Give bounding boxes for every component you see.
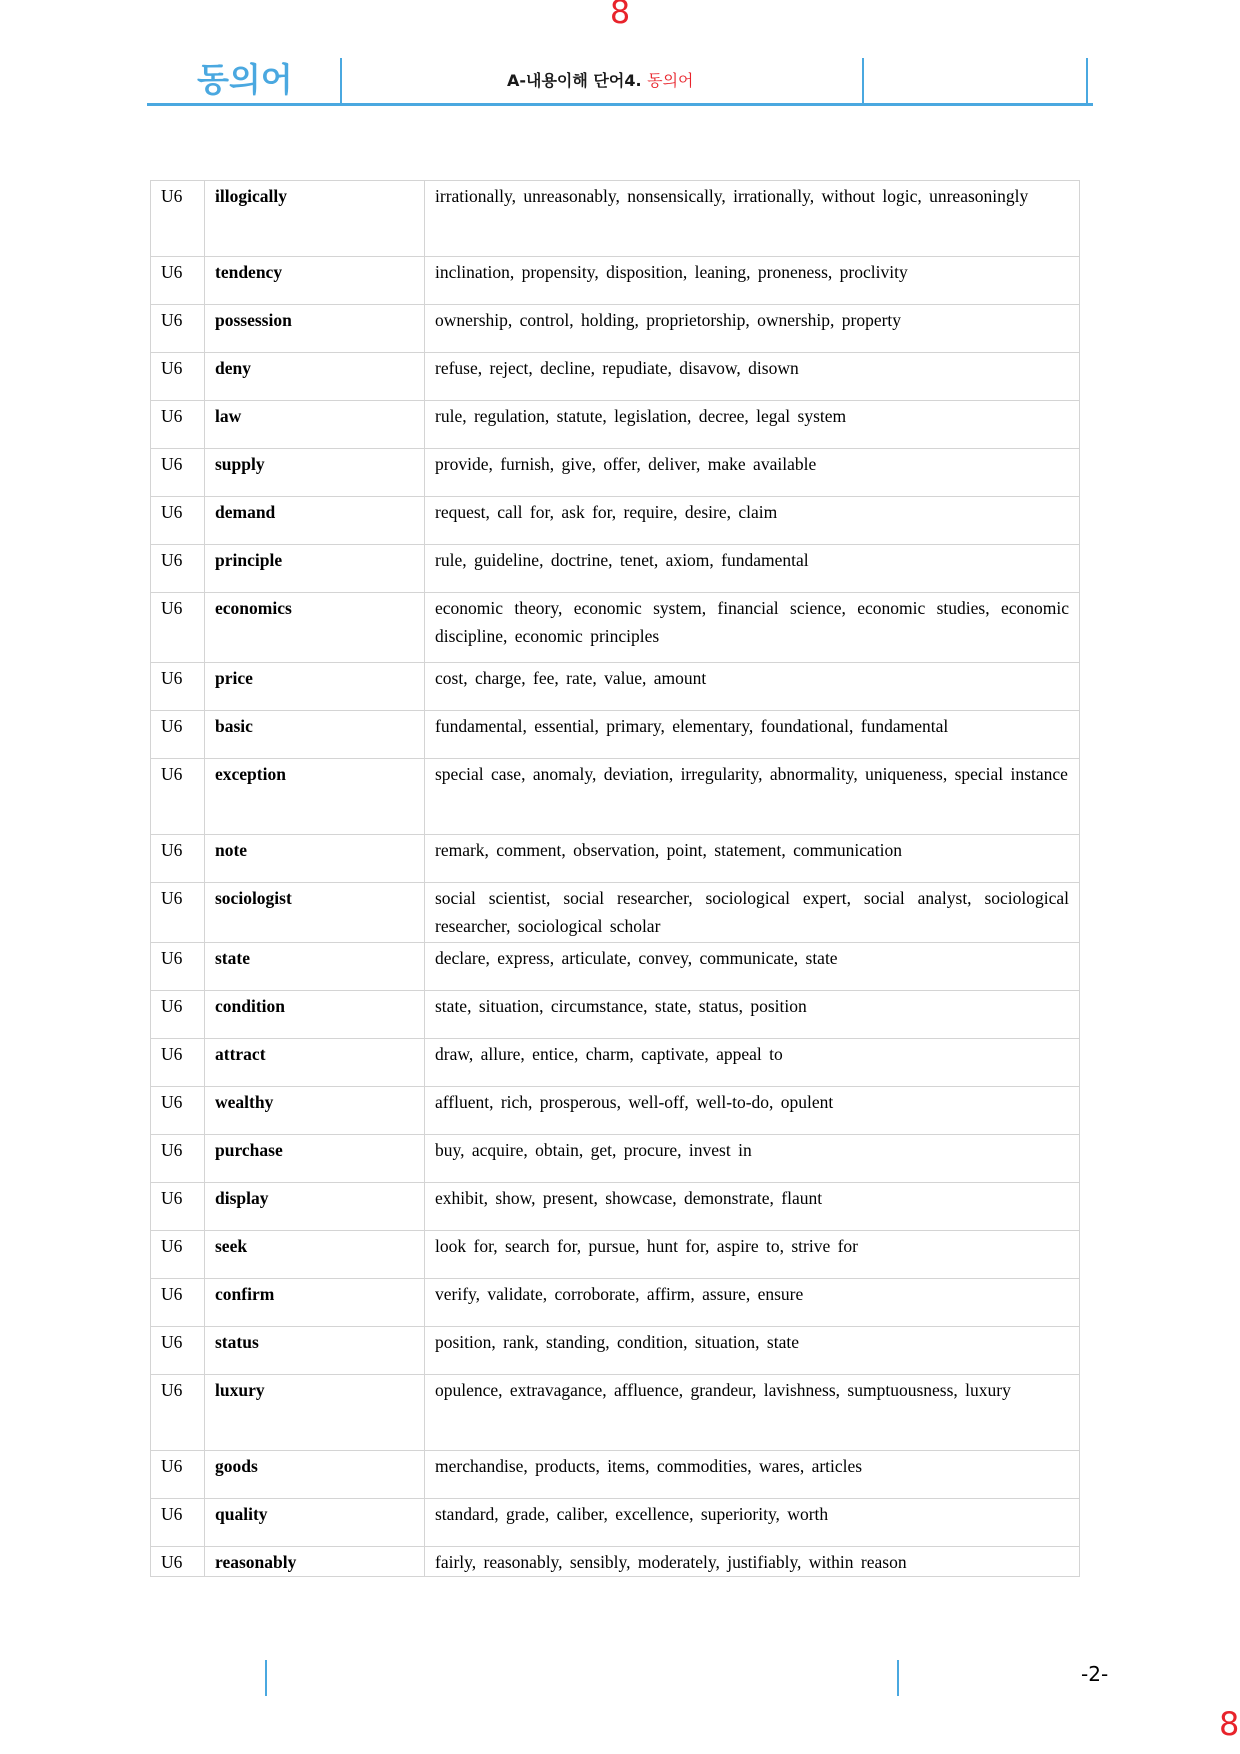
unit-cell: U6 bbox=[151, 711, 205, 759]
header-divider bbox=[862, 58, 864, 103]
synonyms-cell: declare, express, articulate, convey, communicate, state bbox=[425, 943, 1080, 991]
word-cell: reasonably bbox=[205, 1547, 425, 1577]
synonyms-cell: rule, regulation, statute, legislation, decree, legal system bbox=[425, 401, 1080, 449]
header-subtitle-highlight: 동의어 bbox=[647, 71, 694, 90]
synonyms-cell: refuse, reject, decline, repudiate, disavow, disown bbox=[425, 353, 1080, 401]
vocabulary-table bbox=[150, 180, 1080, 1577]
table-row bbox=[151, 1231, 1080, 1279]
unit-cell: U6 bbox=[151, 663, 205, 711]
synonyms-cell: rule, guideline, doctrine, tenet, axiom, fundamental bbox=[425, 545, 1080, 593]
synonyms-cell: state, situation, circumstance, state, status, position bbox=[425, 991, 1080, 1039]
unit-cell: U6 bbox=[151, 1135, 205, 1183]
unit-cell: U6 bbox=[151, 305, 205, 353]
table-row bbox=[151, 1087, 1080, 1135]
unit-cell: U6 bbox=[151, 835, 205, 883]
unit-cell: U6 bbox=[151, 883, 205, 943]
word-cell: status bbox=[205, 1327, 425, 1375]
synonyms-cell: special case, anomaly, deviation, irregularity, abnormality, uniqueness, special instance bbox=[425, 759, 1080, 835]
synonyms-cell: remark, comment, observation, point, statement, communication bbox=[425, 835, 1080, 883]
unit-cell: U6 bbox=[151, 1499, 205, 1547]
word-cell: purchase bbox=[205, 1135, 425, 1183]
synonyms-cell: affluent, rich, prosperous, well-off, well-to-do, opulent bbox=[425, 1087, 1080, 1135]
table-row bbox=[151, 1039, 1080, 1087]
word-cell: state bbox=[205, 943, 425, 991]
unit-cell: U6 bbox=[151, 1375, 205, 1451]
table-row bbox=[151, 593, 1080, 663]
unit-cell: U6 bbox=[151, 1231, 205, 1279]
header-subtitle-prefix: A-내용이해 단어4. bbox=[507, 71, 642, 90]
table-row bbox=[151, 1451, 1080, 1499]
table-row bbox=[151, 1499, 1080, 1547]
page-footer bbox=[0, 1660, 1240, 1700]
table-row bbox=[151, 1279, 1080, 1327]
word-cell: condition bbox=[205, 991, 425, 1039]
table-row bbox=[151, 1135, 1080, 1183]
word-cell: goods bbox=[205, 1451, 425, 1499]
word-cell: demand bbox=[205, 497, 425, 545]
word-cell: note bbox=[205, 835, 425, 883]
table-row bbox=[151, 497, 1080, 545]
table-row bbox=[151, 1375, 1080, 1451]
page-mark-corner: 8 bbox=[1219, 1705, 1240, 1743]
table-row bbox=[151, 943, 1080, 991]
footer-divider bbox=[265, 1660, 267, 1696]
header-divider bbox=[340, 58, 342, 103]
synonyms-cell: verify, validate, corroborate, affirm, assure, ensure bbox=[425, 1279, 1080, 1327]
synonyms-cell: provide, furnish, give, offer, deliver, make available bbox=[425, 449, 1080, 497]
synonyms-cell: draw, allure, entice, charm, captivate, appeal to bbox=[425, 1039, 1080, 1087]
unit-cell: U6 bbox=[151, 1547, 205, 1577]
word-cell: illogically bbox=[205, 181, 425, 257]
table-row bbox=[151, 991, 1080, 1039]
word-cell: sociologist bbox=[205, 883, 425, 943]
table-row bbox=[151, 711, 1080, 759]
word-cell: confirm bbox=[205, 1279, 425, 1327]
unit-cell: U6 bbox=[151, 593, 205, 663]
synonyms-cell: standard, grade, caliber, excellence, superiority, worth bbox=[425, 1499, 1080, 1547]
synonyms-cell: merchandise, products, items, commodities, wares, articles bbox=[425, 1451, 1080, 1499]
table-row bbox=[151, 353, 1080, 401]
word-cell: economics bbox=[205, 593, 425, 663]
word-cell: law bbox=[205, 401, 425, 449]
page-mark-top: 8 bbox=[609, 0, 631, 31]
unit-cell: U6 bbox=[151, 497, 205, 545]
unit-cell: U6 bbox=[151, 1039, 205, 1087]
header-divider bbox=[1086, 58, 1088, 103]
table-row bbox=[151, 305, 1080, 353]
word-cell: principle bbox=[205, 545, 425, 593]
word-cell: seek bbox=[205, 1231, 425, 1279]
synonyms-cell: fairly, reasonably, sensibly, moderately, justifiably, within reason bbox=[425, 1547, 1080, 1577]
unit-cell: U6 bbox=[151, 991, 205, 1039]
synonyms-cell: look for, search for, pursue, hunt for, aspire to, strive for bbox=[425, 1231, 1080, 1279]
header-title: 동의어 bbox=[197, 60, 293, 99]
word-cell: luxury bbox=[205, 1375, 425, 1451]
page-header bbox=[147, 58, 1093, 106]
unit-cell: U6 bbox=[151, 449, 205, 497]
unit-cell: U6 bbox=[151, 1279, 205, 1327]
synonyms-cell: cost, charge, fee, rate, value, amount bbox=[425, 663, 1080, 711]
vocabulary-table-body bbox=[151, 181, 1080, 1577]
synonyms-cell: social scientist, social researcher, sociological expert, social analyst, sociological researcher, sociological scholar bbox=[425, 883, 1080, 943]
synonyms-cell: position, rank, standing, condition, situation, state bbox=[425, 1327, 1080, 1375]
table-row bbox=[151, 759, 1080, 835]
word-cell: display bbox=[205, 1183, 425, 1231]
table-row bbox=[151, 1327, 1080, 1375]
table-row bbox=[151, 545, 1080, 593]
table-row bbox=[151, 1547, 1080, 1577]
word-cell: tendency bbox=[205, 257, 425, 305]
header-subtitle bbox=[507, 70, 694, 92]
synonyms-cell: request, call for, ask for, require, desire, claim bbox=[425, 497, 1080, 545]
table-row bbox=[151, 257, 1080, 305]
word-cell: basic bbox=[205, 711, 425, 759]
table-row bbox=[151, 181, 1080, 257]
word-cell: possession bbox=[205, 305, 425, 353]
synonyms-cell: exhibit, show, present, showcase, demonstrate, flaunt bbox=[425, 1183, 1080, 1231]
word-cell: deny bbox=[205, 353, 425, 401]
table-row bbox=[151, 663, 1080, 711]
table-row bbox=[151, 1183, 1080, 1231]
footer-page-number: -2- bbox=[1081, 1662, 1109, 1686]
synonyms-cell: irrationally, unreasonably, nonsensically, irrationally, without logic, unreasoningly bbox=[425, 181, 1080, 257]
footer-divider bbox=[897, 1660, 899, 1696]
unit-cell: U6 bbox=[151, 759, 205, 835]
table-row bbox=[151, 835, 1080, 883]
table-row bbox=[151, 883, 1080, 943]
unit-cell: U6 bbox=[151, 1183, 205, 1231]
word-cell: supply bbox=[205, 449, 425, 497]
synonyms-cell: ownership, control, holding, proprietorship, ownership, property bbox=[425, 305, 1080, 353]
unit-cell: U6 bbox=[151, 545, 205, 593]
unit-cell: U6 bbox=[151, 1451, 205, 1499]
word-cell: price bbox=[205, 663, 425, 711]
unit-cell: U6 bbox=[151, 401, 205, 449]
table-row bbox=[151, 401, 1080, 449]
word-cell: attract bbox=[205, 1039, 425, 1087]
unit-cell: U6 bbox=[151, 943, 205, 991]
table-row bbox=[151, 449, 1080, 497]
synonyms-cell: buy, acquire, obtain, get, procure, invest in bbox=[425, 1135, 1080, 1183]
word-cell: exception bbox=[205, 759, 425, 835]
unit-cell: U6 bbox=[151, 181, 205, 257]
synonyms-cell: economic theory, economic system, financial science, economic studies, economic discipline, economic principles bbox=[425, 593, 1080, 663]
unit-cell: U6 bbox=[151, 353, 205, 401]
unit-cell: U6 bbox=[151, 1087, 205, 1135]
word-cell: quality bbox=[205, 1499, 425, 1547]
unit-cell: U6 bbox=[151, 257, 205, 305]
synonyms-cell: opulence, extravagance, affluence, grandeur, lavishness, sumptuousness, luxury bbox=[425, 1375, 1080, 1451]
word-cell: wealthy bbox=[205, 1087, 425, 1135]
synonyms-cell: fundamental, essential, primary, elementary, foundational, fundamental bbox=[425, 711, 1080, 759]
synonyms-cell: inclination, propensity, disposition, leaning, proneness, proclivity bbox=[425, 257, 1080, 305]
unit-cell: U6 bbox=[151, 1327, 205, 1375]
